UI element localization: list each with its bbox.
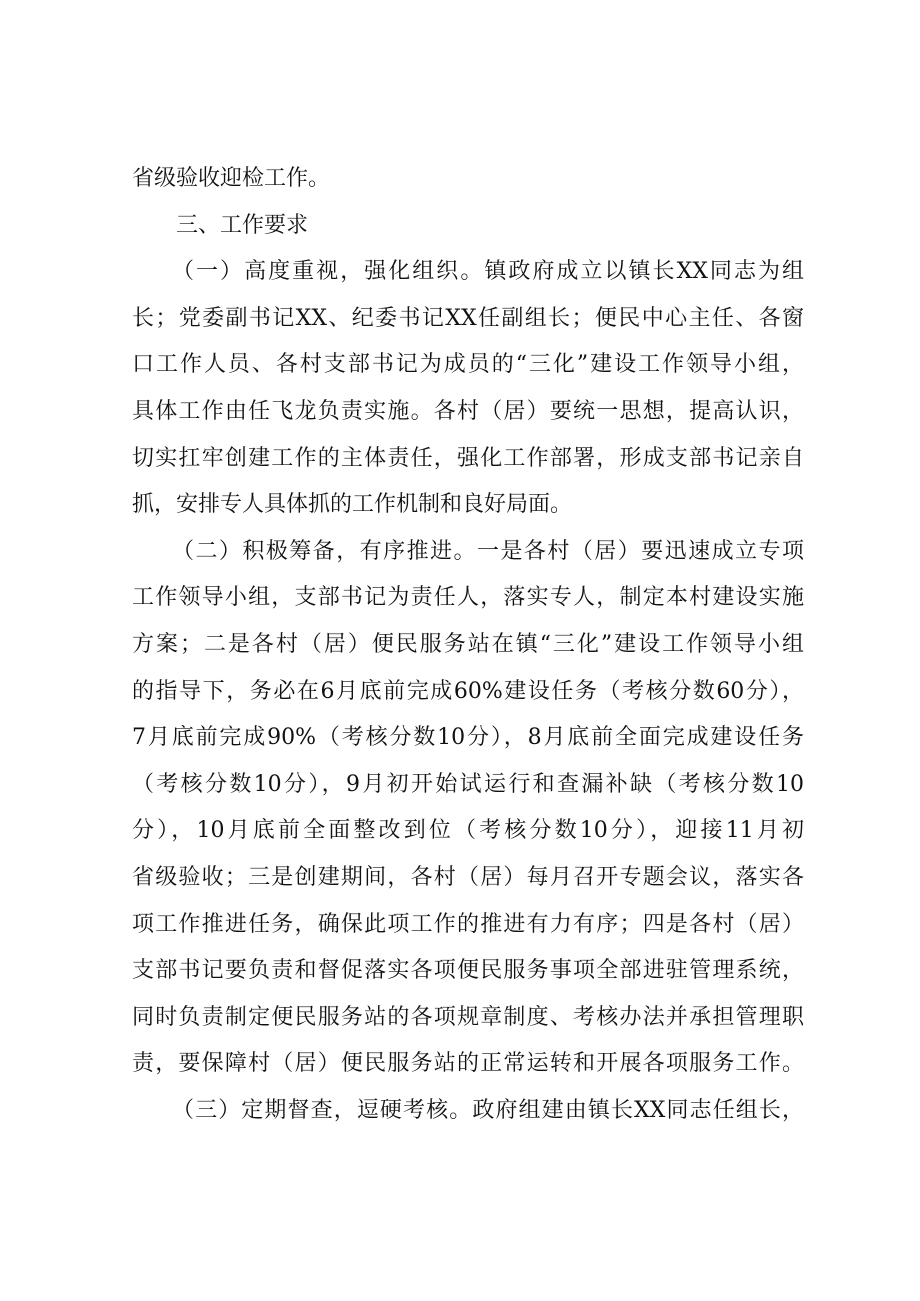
text-line-16: 省级验收；三是创建期间，各村（居）每月召开专题会议，落实各 bbox=[132, 864, 804, 890]
section-heading: 三、工作要求 bbox=[176, 212, 309, 238]
text-line-8: 抓，安排专人具体抓的工作机制和良好局面。 bbox=[132, 492, 573, 518]
text-line-21: （三）定期督查，逗硬考核。政府组建由镇长XX同志任组长， bbox=[172, 1097, 804, 1123]
text-line-14: （考核分数10分），9月初开始试运行和查漏补缺（考核分数10 bbox=[132, 771, 804, 797]
text-line-9: （二）积极筹备，有序推进。一是各村（居）要迅速成立专项 bbox=[172, 538, 804, 564]
text-line-3: （一）高度重视，强化组织。镇政府成立以镇长XX同志为组 bbox=[172, 259, 804, 285]
document-body bbox=[132, 156, 804, 1134]
text-line-15: 分），10月底前全面整改到位（考核分数10分），迎接11月初 bbox=[132, 818, 804, 844]
text-line-5: 口工作人员、各村支部书记为成员的“三化”建设工作领导小组， bbox=[132, 352, 804, 378]
text-line-17: 项工作推进任务，确保此项工作的推进有力有序；四是各村（居） bbox=[132, 911, 804, 937]
text-line-4: 长；党委副书记XX、纪委书记XX任副组长；便民中心主任、各窗 bbox=[132, 305, 804, 331]
text-line-12: 的指导下，务必在6月底前完成60%建设任务（考核分数60分）， bbox=[132, 678, 804, 704]
text-line-18: 支部书记要负责和督促落实各项便民服务事项全部进驻管理系统， bbox=[132, 958, 804, 984]
text-line-7: 切实扛牢创建工作的主体责任，强化工作部署，形成支部书记亲自 bbox=[132, 445, 804, 471]
text-line-1: 省级验收迎检工作。 bbox=[132, 166, 331, 191]
text-line-6: 具体工作由任飞龙负责实施。各村（居）要统一思想，提高认识， bbox=[132, 398, 804, 424]
text-line-13: 7月底前完成90%（考核分数10分），8月底前全面完成建设任务 bbox=[132, 725, 804, 751]
text-line-11: 方案；二是各村（居）便民服务站在镇“三化”建设工作领导小组 bbox=[132, 631, 804, 657]
text-line-10: 工作领导小组，支部书记为责任人，落实专人，制定本村建设实施 bbox=[132, 585, 804, 611]
text-line-19: 同时负责制定便民服务站的各项规章制度、考核办法并承担管理职 bbox=[132, 1004, 804, 1030]
text-line-20: 责，要保障村（居）便民服务站的正常运转和开展各项服务工作。 bbox=[132, 1051, 804, 1077]
